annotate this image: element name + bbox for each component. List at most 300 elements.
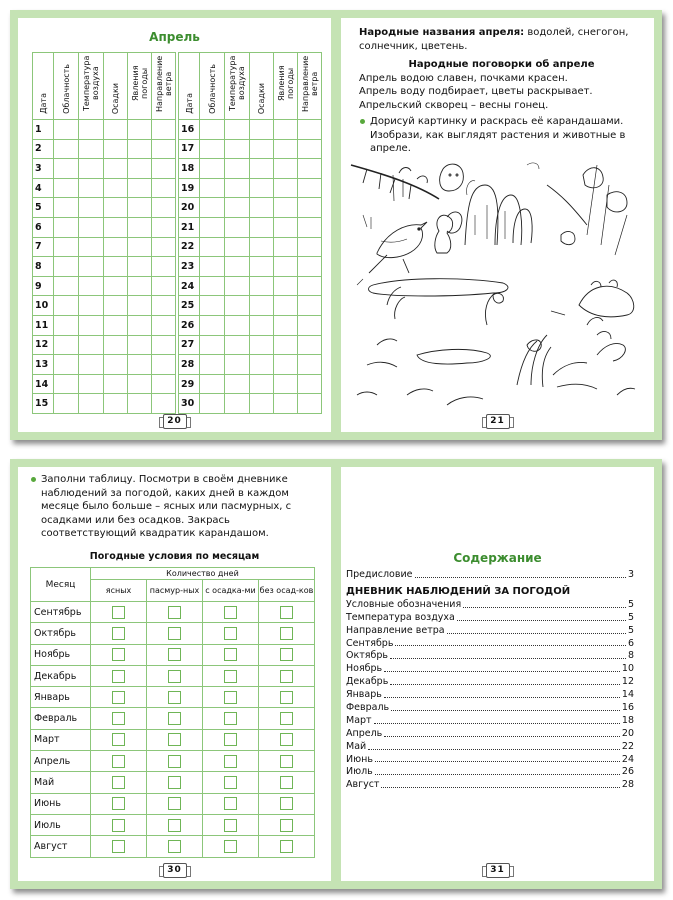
checkbox[interactable]	[168, 840, 181, 853]
entry-cell[interactable]	[152, 276, 176, 296]
entry-cell[interactable]	[274, 139, 298, 159]
col-date: Дата	[33, 53, 54, 120]
month-label: Март	[31, 729, 91, 750]
checkbox-cell	[203, 751, 259, 772]
entry-cell[interactable]	[225, 335, 250, 355]
entry-cell[interactable]	[54, 296, 79, 316]
checkbox-cell	[147, 644, 203, 665]
table-row	[31, 793, 315, 814]
entry-cell[interactable]	[104, 315, 128, 335]
col-cloud: Облачность	[54, 53, 79, 120]
entry-cell[interactable]	[274, 178, 298, 198]
month-label: Ноябрь	[31, 644, 91, 665]
entry-cell[interactable]	[128, 198, 152, 218]
entry-cell[interactable]	[250, 257, 274, 277]
month-label: Сентябрь	[31, 602, 91, 623]
subheader-cloudy: пасмур-ных	[147, 580, 203, 602]
entry-cell[interactable]	[274, 217, 298, 237]
day-number: 7	[33, 237, 54, 257]
saying-2: Апрель воду подбирает, цветы раскрывает.	[359, 86, 593, 97]
entry-cell[interactable]	[298, 178, 322, 198]
table-row	[179, 159, 322, 179]
entry-cell[interactable]	[225, 159, 250, 179]
entry-cell[interactable]	[79, 315, 104, 335]
entry-cell[interactable]	[104, 237, 128, 257]
entry-cell[interactable]	[298, 198, 322, 218]
entry-cell[interactable]	[104, 374, 128, 394]
checkbox[interactable]	[224, 670, 237, 683]
day-number: 23	[179, 257, 200, 277]
entry-cell[interactable]	[54, 217, 79, 237]
month-label: Июль	[31, 814, 91, 835]
subheader-precip: с осадка-ми	[203, 580, 259, 602]
toc-row[interactable]: Октябрь 8	[346, 650, 634, 662]
entry-cell[interactable]	[128, 276, 152, 296]
checkbox[interactable]	[168, 691, 181, 704]
entry-cell[interactable]	[298, 355, 322, 375]
entry-cell[interactable]	[298, 139, 322, 159]
entry-cell[interactable]	[104, 276, 128, 296]
entry-cell[interactable]	[225, 315, 250, 335]
checkbox[interactable]	[112, 648, 125, 661]
count-header: Количество дней	[91, 568, 315, 580]
entry-cell[interactable]	[54, 257, 79, 277]
entry-cell[interactable]	[274, 276, 298, 296]
entry-cell[interactable]	[225, 374, 250, 394]
checkbox-cell	[91, 687, 147, 708]
checkbox[interactable]	[168, 648, 181, 661]
entry-cell[interactable]	[200, 198, 225, 218]
checkbox[interactable]	[168, 776, 181, 789]
table-row	[33, 159, 176, 179]
checkbox-cell	[259, 687, 315, 708]
entry-cell[interactable]	[200, 335, 225, 355]
entry-cell[interactable]	[54, 276, 79, 296]
entry-cell[interactable]	[250, 237, 274, 257]
checkbox[interactable]	[280, 776, 293, 789]
table-row	[179, 374, 322, 394]
entry-cell[interactable]	[200, 315, 225, 335]
entry-cell[interactable]	[225, 257, 250, 277]
entry-cell[interactable]	[250, 355, 274, 375]
checkbox-cell	[259, 751, 315, 772]
entry-cell[interactable]	[128, 394, 152, 414]
entry-cell[interactable]	[152, 178, 176, 198]
checkbox-cell	[91, 814, 147, 835]
entry-cell[interactable]	[128, 335, 152, 355]
entry-cell[interactable]	[274, 355, 298, 375]
month-label: Январь	[31, 687, 91, 708]
checkbox[interactable]	[112, 733, 125, 746]
table-row	[179, 217, 322, 237]
entry-cell[interactable]	[104, 217, 128, 237]
entry-cell[interactable]	[225, 139, 250, 159]
month-header: Месяц	[31, 568, 91, 602]
day-number: 30	[179, 394, 200, 414]
entry-cell[interactable]	[225, 178, 250, 198]
entry-cell[interactable]	[79, 276, 104, 296]
entry-cell[interactable]	[200, 355, 225, 375]
entry-cell[interactable]	[152, 315, 176, 335]
table-row	[33, 355, 176, 375]
checkbox[interactable]	[280, 840, 293, 853]
toc-row[interactable]: Предисловие 3	[346, 569, 634, 580]
toc-row[interactable]: Май 22	[346, 740, 634, 752]
checkbox[interactable]	[168, 755, 181, 768]
entry-cell[interactable]	[104, 159, 128, 179]
checkbox[interactable]	[224, 712, 237, 725]
checkbox-cell	[203, 644, 259, 665]
entry-cell[interactable]	[54, 178, 79, 198]
checkbox[interactable]	[280, 691, 293, 704]
entry-cell[interactable]	[128, 257, 152, 277]
entry-cell[interactable]	[225, 198, 250, 218]
day-number: 12	[33, 335, 54, 355]
entry-cell[interactable]	[274, 120, 298, 140]
col-wind: Направление ветра	[152, 53, 176, 120]
col-temp: Температура воздуха	[79, 53, 104, 120]
entry-cell[interactable]	[250, 198, 274, 218]
entry-cell[interactable]	[104, 139, 128, 159]
entry-cell[interactable]	[274, 374, 298, 394]
entry-cell[interactable]	[54, 139, 79, 159]
checkbox-cell	[147, 729, 203, 750]
entry-cell[interactable]	[225, 217, 250, 237]
entry-cell[interactable]	[200, 178, 225, 198]
table-row	[31, 602, 315, 623]
toc-row[interactable]: Январь 14	[346, 689, 634, 701]
checkbox[interactable]	[112, 797, 125, 810]
entry-cell[interactable]	[200, 394, 225, 414]
checkbox[interactable]	[112, 670, 125, 683]
checkbox[interactable]	[224, 819, 237, 832]
checkbox-cell	[203, 665, 259, 686]
toc-row[interactable]: Ноябрь 10	[346, 663, 634, 675]
page-31	[341, 467, 654, 881]
checkbox[interactable]	[224, 776, 237, 789]
table-row	[33, 394, 176, 414]
checkbox[interactable]	[224, 797, 237, 810]
entry-cell[interactable]	[250, 335, 274, 355]
entry-cell[interactable]	[152, 355, 176, 375]
entry-cell[interactable]	[104, 296, 128, 316]
toc-row[interactable]: Июнь 24	[346, 753, 634, 765]
entry-cell[interactable]	[128, 159, 152, 179]
table-row	[33, 237, 176, 257]
entry-cell[interactable]	[128, 120, 152, 140]
checkbox[interactable]	[168, 819, 181, 832]
entry-cell[interactable]	[128, 139, 152, 159]
entry-cell[interactable]	[152, 217, 176, 237]
entry-cell[interactable]	[225, 394, 250, 414]
entry-cell[interactable]	[152, 237, 176, 257]
toc-row[interactable]: Март 18	[346, 714, 634, 726]
checkbox[interactable]	[224, 840, 237, 853]
entry-cell[interactable]	[79, 257, 104, 277]
entry-cell[interactable]	[54, 237, 79, 257]
entry-cell[interactable]	[250, 217, 274, 237]
table-row	[31, 729, 315, 750]
entry-cell[interactable]	[250, 159, 274, 179]
entry-cell[interactable]	[54, 394, 79, 414]
entry-cell[interactable]	[298, 159, 322, 179]
entry-cell[interactable]	[298, 335, 322, 355]
checkbox[interactable]	[280, 733, 293, 746]
checkbox[interactable]	[224, 733, 237, 746]
entry-cell[interactable]	[274, 335, 298, 355]
entry-cell[interactable]	[152, 198, 176, 218]
entry-cell[interactable]	[128, 178, 152, 198]
entry-cell[interactable]	[250, 276, 274, 296]
entry-cell[interactable]	[54, 198, 79, 218]
entry-cell[interactable]	[225, 276, 250, 296]
april-folk-names: Народные названия апреля: водолей, снегогон, солнечник, цветень.	[359, 27, 629, 52]
day-number: 17	[179, 139, 200, 159]
checkbox[interactable]	[280, 627, 293, 640]
entry-cell[interactable]	[128, 355, 152, 375]
checkbox[interactable]	[112, 819, 125, 832]
toc-row[interactable]: Февраль 16	[346, 702, 634, 714]
entry-cell[interactable]	[200, 276, 225, 296]
entry-cell[interactable]	[200, 120, 225, 140]
checkbox[interactable]	[112, 755, 125, 768]
toc-section-title: ДНЕВНИК НАБЛЮДЕНИЙ ЗА ПОГОДОЙ	[346, 585, 571, 597]
entry-cell[interactable]	[104, 120, 128, 140]
toc-row[interactable]: Апрель 20	[346, 727, 634, 739]
entry-cell[interactable]	[225, 355, 250, 375]
entry-cell[interactable]	[79, 178, 104, 198]
entry-cell[interactable]	[79, 120, 104, 140]
table-row	[31, 772, 315, 793]
entry-cell[interactable]	[298, 237, 322, 257]
table-row	[31, 814, 315, 835]
entry-cell[interactable]	[200, 296, 225, 316]
entry-cell[interactable]	[152, 335, 176, 355]
checkbox[interactable]	[168, 627, 181, 640]
day-number: 6	[33, 217, 54, 237]
entry-cell[interactable]	[104, 198, 128, 218]
toc-row[interactable]: Сентябрь 6	[346, 637, 634, 649]
month-label: Апрель	[31, 751, 91, 772]
sayings-title: Народные поговорки об апреле	[408, 59, 595, 70]
entry-cell[interactable]	[225, 120, 250, 140]
checkbox[interactable]	[168, 670, 181, 683]
entry-cell[interactable]	[250, 178, 274, 198]
toc-row[interactable]: Температура воздуха 5	[346, 611, 634, 623]
entry-cell[interactable]	[104, 335, 128, 355]
checkbox-cell	[259, 836, 315, 857]
entry-cell[interactable]	[250, 296, 274, 316]
table-row	[179, 335, 322, 355]
entry-cell[interactable]	[79, 335, 104, 355]
entry-cell[interactable]	[128, 237, 152, 257]
entry-cell[interactable]	[54, 159, 79, 179]
entry-cell[interactable]	[79, 237, 104, 257]
entry-cell[interactable]	[79, 355, 104, 375]
spread-top	[10, 10, 662, 440]
entry-cell[interactable]	[250, 394, 274, 414]
toc-row[interactable]: Июль 26	[346, 766, 634, 778]
entry-cell[interactable]	[200, 374, 225, 394]
entry-cell[interactable]	[152, 296, 176, 316]
april-table-right	[178, 52, 322, 414]
entry-cell[interactable]	[298, 257, 322, 277]
table-of-contents	[346, 569, 634, 792]
checkbox[interactable]	[168, 606, 181, 619]
month-label: Июнь	[31, 793, 91, 814]
toc-row[interactable]: Август 28	[346, 779, 634, 791]
day-number: 11	[33, 315, 54, 335]
entry-cell[interactable]	[79, 296, 104, 316]
entry-cell[interactable]	[274, 159, 298, 179]
entry-cell[interactable]	[54, 120, 79, 140]
checkbox[interactable]	[112, 840, 125, 853]
checkbox[interactable]	[224, 691, 237, 704]
table-row	[31, 751, 315, 772]
table-row	[33, 315, 176, 335]
entry-cell[interactable]	[200, 237, 225, 257]
entry-cell[interactable]	[274, 237, 298, 257]
april-title: Апрель	[149, 30, 200, 44]
drawing-task: Дорисуй картинку и раскрась её карандашами. Изобрази, как выглядят растения и животные в апреле.	[359, 115, 644, 156]
page-20	[18, 18, 331, 432]
entry-cell[interactable]	[79, 159, 104, 179]
entry-cell[interactable]	[128, 217, 152, 237]
checkbox[interactable]	[280, 670, 293, 683]
checkbox-cell	[91, 708, 147, 729]
checkbox[interactable]	[112, 606, 125, 619]
checkbox[interactable]	[280, 712, 293, 725]
table-row	[31, 836, 315, 857]
day-number: 13	[33, 355, 54, 375]
checkbox[interactable]	[112, 776, 125, 789]
april-table-left	[32, 52, 176, 414]
checkbox[interactable]	[112, 627, 125, 640]
checkbox[interactable]	[112, 691, 125, 704]
entry-cell[interactable]	[298, 315, 322, 335]
entry-cell[interactable]	[298, 217, 322, 237]
page-number: 30	[163, 863, 187, 878]
checkbox-cell	[147, 708, 203, 729]
entry-cell[interactable]	[152, 394, 176, 414]
table-row	[31, 644, 315, 665]
entry-cell[interactable]	[250, 120, 274, 140]
checkbox[interactable]	[224, 627, 237, 640]
entry-cell[interactable]	[250, 374, 274, 394]
month-label: Октябрь	[31, 623, 91, 644]
checkbox[interactable]	[280, 819, 293, 832]
day-number: 8	[33, 257, 54, 277]
entry-cell[interactable]	[79, 217, 104, 237]
entry-cell[interactable]	[274, 296, 298, 316]
entry-cell[interactable]	[298, 276, 322, 296]
entry-cell[interactable]	[200, 257, 225, 277]
checkbox-cell	[91, 665, 147, 686]
entry-cell[interactable]	[152, 120, 176, 140]
entry-cell[interactable]	[274, 315, 298, 335]
entry-cell[interactable]	[250, 315, 274, 335]
day-number: 27	[179, 335, 200, 355]
entry-cell[interactable]	[54, 374, 79, 394]
checkbox[interactable]	[224, 755, 237, 768]
entry-cell[interactable]	[104, 394, 128, 414]
checkbox-cell	[147, 772, 203, 793]
checkbox[interactable]	[168, 712, 181, 725]
page-number: 20	[163, 414, 187, 429]
month-label: Февраль	[31, 708, 91, 729]
day-number: 16	[179, 120, 200, 140]
entry-cell[interactable]	[79, 139, 104, 159]
checkbox-cell	[91, 751, 147, 772]
entry-cell[interactable]	[128, 374, 152, 394]
entry-cell[interactable]	[274, 257, 298, 277]
entry-cell[interactable]	[225, 296, 250, 316]
toc-row[interactable]: Условные обозначения 5	[346, 598, 634, 610]
checkbox[interactable]	[280, 606, 293, 619]
entry-cell[interactable]	[152, 374, 176, 394]
entry-cell[interactable]	[54, 355, 79, 375]
col-temp: Температура воздуха	[225, 53, 250, 120]
entry-cell[interactable]	[200, 139, 225, 159]
entry-cell[interactable]	[152, 139, 176, 159]
entry-cell[interactable]	[200, 217, 225, 237]
col-date: Дата	[179, 53, 200, 120]
table-row	[33, 257, 176, 277]
entry-cell[interactable]	[298, 120, 322, 140]
entry-cell[interactable]	[54, 335, 79, 355]
table-row	[33, 296, 176, 316]
checkbox[interactable]	[224, 606, 237, 619]
entry-cell[interactable]	[79, 198, 104, 218]
entry-cell[interactable]	[200, 159, 225, 179]
entry-cell[interactable]	[274, 198, 298, 218]
entry-cell[interactable]	[128, 315, 152, 335]
entry-cell[interactable]	[298, 374, 322, 394]
table-row	[179, 198, 322, 218]
checkbox[interactable]	[280, 755, 293, 768]
checkbox[interactable]	[112, 712, 125, 725]
entry-cell[interactable]	[79, 394, 104, 414]
entry-cell[interactable]	[274, 394, 298, 414]
month-label: Май	[31, 772, 91, 793]
entry-cell[interactable]	[298, 394, 322, 414]
entry-cell[interactable]	[152, 257, 176, 277]
table-row	[179, 237, 322, 257]
toc-row[interactable]: Декабрь 12	[346, 676, 634, 688]
entry-cell[interactable]	[104, 178, 128, 198]
table-row	[179, 120, 322, 140]
day-number: 25	[179, 296, 200, 316]
entry-cell[interactable]	[298, 296, 322, 316]
entry-cell[interactable]	[104, 257, 128, 277]
entry-cell[interactable]	[250, 139, 274, 159]
toc-row[interactable]: Направление ветра 5	[346, 624, 634, 636]
checkbox-cell	[259, 665, 315, 686]
entry-cell[interactable]	[152, 159, 176, 179]
checkbox-cell	[91, 623, 147, 644]
entry-cell[interactable]	[79, 374, 104, 394]
checkbox[interactable]	[280, 648, 293, 661]
day-number: 18	[179, 159, 200, 179]
entry-cell[interactable]	[104, 355, 128, 375]
entry-cell[interactable]	[225, 237, 250, 257]
entry-cell[interactable]	[128, 296, 152, 316]
checkbox[interactable]	[224, 648, 237, 661]
checkbox[interactable]	[280, 797, 293, 810]
checkbox[interactable]	[168, 797, 181, 810]
entry-cell[interactable]	[54, 315, 79, 335]
checkbox[interactable]	[168, 733, 181, 746]
